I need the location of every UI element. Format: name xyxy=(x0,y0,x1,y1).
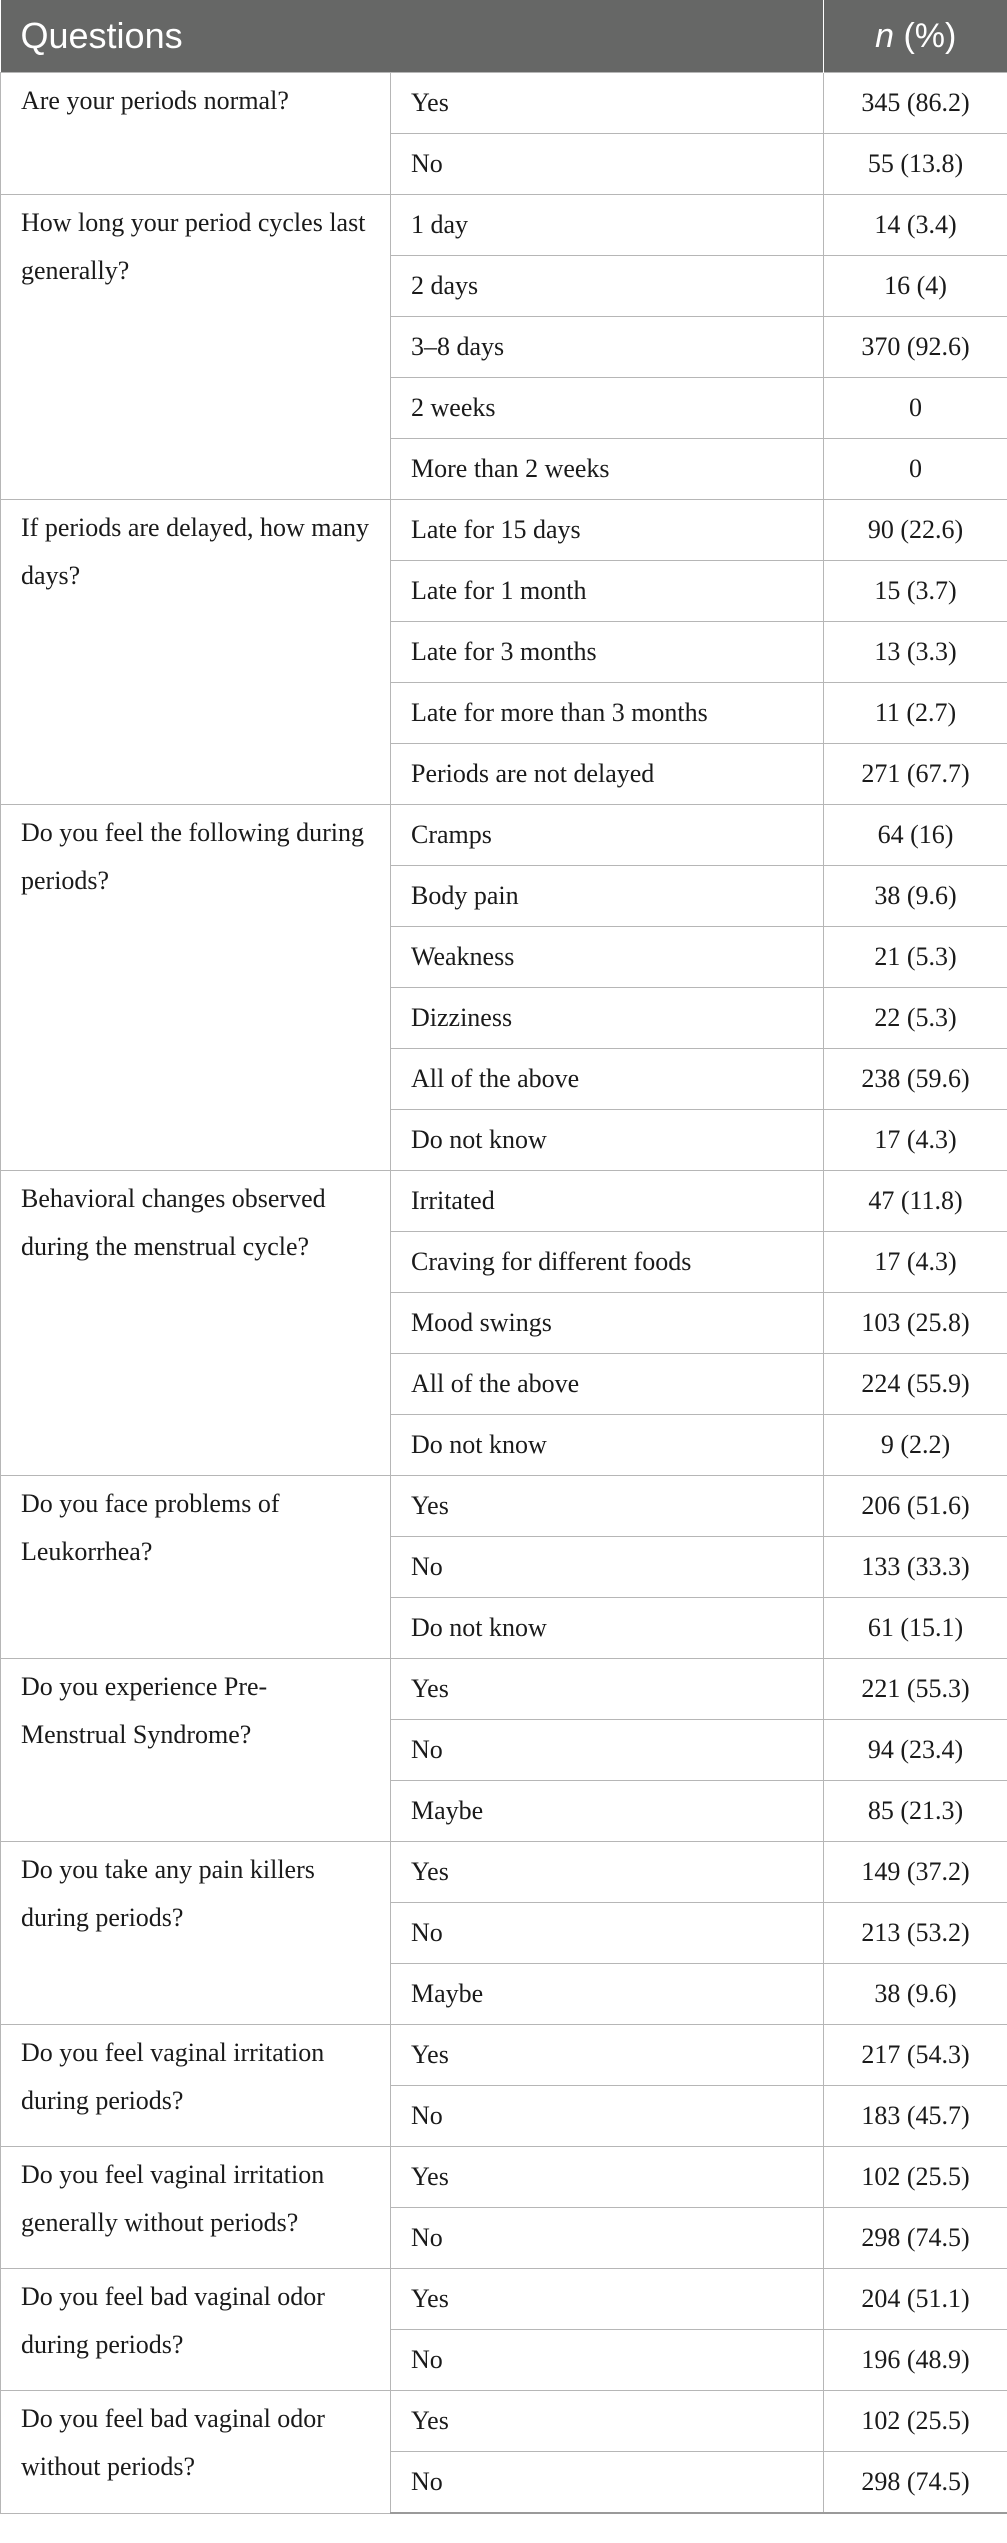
answer-cell: More than 2 weeks xyxy=(391,439,824,500)
table-row xyxy=(1,1476,1007,1537)
answer-cell: Do not know xyxy=(391,1598,824,1659)
answer-cell: 1 day xyxy=(391,195,824,256)
value-cell: 90 (22.6) xyxy=(824,500,1007,561)
value-cell: 17 (4.3) xyxy=(824,1110,1007,1171)
table-header xyxy=(1,0,1007,73)
question-cell: Do you feel bad vaginal odor during periods? xyxy=(1,2269,391,2391)
answer-cell: Do not know xyxy=(391,1415,824,1476)
value-cell: 133 (33.3) xyxy=(824,1537,1007,1598)
question-cell: If periods are delayed, how many days? xyxy=(1,500,391,805)
value-cell: 9 (2.2) xyxy=(824,1415,1007,1476)
value-cell: 38 (9.6) xyxy=(824,866,1007,927)
answer-cell: 3–8 days xyxy=(391,317,824,378)
value-cell: 55 (13.8) xyxy=(824,134,1007,195)
table-row xyxy=(1,1659,1007,1720)
table-body xyxy=(1,73,1007,2514)
value-cell: 85 (21.3) xyxy=(824,1781,1007,1842)
answer-cell: No xyxy=(391,1537,824,1598)
percent-symbol: (%) xyxy=(903,16,957,55)
value-cell: 345 (86.2) xyxy=(824,73,1007,134)
question-cell: Do you experience Pre-Menstrual Syndrome? xyxy=(1,1659,391,1842)
question-cell: Do you feel bad vaginal odor without periods? xyxy=(1,2391,391,2514)
table-row xyxy=(1,500,1007,561)
table-row xyxy=(1,195,1007,256)
value-cell: 370 (92.6) xyxy=(824,317,1007,378)
answer-cell: Yes xyxy=(391,1842,824,1903)
value-cell: 11 (2.7) xyxy=(824,683,1007,744)
value-cell: 183 (45.7) xyxy=(824,2086,1007,2147)
answer-cell: Yes xyxy=(391,2147,824,2208)
table-row xyxy=(1,2025,1007,2086)
table-row xyxy=(1,1171,1007,1232)
answer-cell: Yes xyxy=(391,1659,824,1720)
value-cell: 22 (5.3) xyxy=(824,988,1007,1049)
answer-cell: Periods are not delayed xyxy=(391,744,824,805)
header-row xyxy=(1,0,1007,73)
value-cell: 217 (54.3) xyxy=(824,2025,1007,2086)
answer-cell: Do not know xyxy=(391,1110,824,1171)
value-cell: 196 (48.9) xyxy=(824,2330,1007,2391)
answer-cell: No xyxy=(391,134,824,195)
answer-cell: Yes xyxy=(391,2025,824,2086)
answer-cell: Late for 1 month xyxy=(391,561,824,622)
answer-cell: Weakness xyxy=(391,927,824,988)
value-cell: 298 (74.5) xyxy=(824,2452,1007,2514)
question-cell: Do you feel vaginal irritation during periods? xyxy=(1,2025,391,2147)
question-cell: Do you take any pain killers during periods? xyxy=(1,1842,391,2025)
answer-cell: No xyxy=(391,1903,824,1964)
answer-cell: Late for more than 3 months xyxy=(391,683,824,744)
value-cell: 17 (4.3) xyxy=(824,1232,1007,1293)
value-cell: 64 (16) xyxy=(824,805,1007,866)
answer-cell: Yes xyxy=(391,2391,824,2452)
questions-header: Questions xyxy=(1,0,824,73)
value-cell: 102 (25.5) xyxy=(824,2391,1007,2452)
question-cell: Do you feel the following during periods? xyxy=(1,805,391,1171)
answer-cell: Cramps xyxy=(391,805,824,866)
value-cell: 16 (4) xyxy=(824,256,1007,317)
value-cell: 221 (55.3) xyxy=(824,1659,1007,1720)
answer-cell: No xyxy=(391,2208,824,2269)
answer-cell: Yes xyxy=(391,1476,824,1537)
answer-cell: No xyxy=(391,2452,824,2514)
answer-cell: All of the above xyxy=(391,1049,824,1110)
value-cell: 21 (5.3) xyxy=(824,927,1007,988)
answer-cell: 2 days xyxy=(391,256,824,317)
table-row xyxy=(1,1842,1007,1903)
question-cell: How long your period cycles last generally? xyxy=(1,195,391,500)
value-cell: 271 (67.7) xyxy=(824,744,1007,805)
value-cell: 0 xyxy=(824,439,1007,500)
question-cell: Behavioral changes observed during the menstrual cycle? xyxy=(1,1171,391,1476)
answer-cell: Craving for different foods xyxy=(391,1232,824,1293)
answer-cell: Late for 3 months xyxy=(391,622,824,683)
answer-cell: 2 weeks xyxy=(391,378,824,439)
value-cell: 61 (15.1) xyxy=(824,1598,1007,1659)
value-cell: 298 (74.5) xyxy=(824,2208,1007,2269)
answer-cell: Yes xyxy=(391,73,824,134)
value-cell: 102 (25.5) xyxy=(824,2147,1007,2208)
value-cell: 47 (11.8) xyxy=(824,1171,1007,1232)
value-cell: 15 (3.7) xyxy=(824,561,1007,622)
answer-cell: No xyxy=(391,2086,824,2147)
value-cell: 14 (3.4) xyxy=(824,195,1007,256)
answer-cell: All of the above xyxy=(391,1354,824,1415)
table-row xyxy=(1,2269,1007,2330)
answer-cell: Dizziness xyxy=(391,988,824,1049)
value-cell: 38 (9.6) xyxy=(824,1964,1007,2025)
value-cell: 213 (53.2) xyxy=(824,1903,1007,1964)
value-cell: 238 (59.6) xyxy=(824,1049,1007,1110)
question-cell: Are your periods normal? xyxy=(1,73,391,195)
table-row xyxy=(1,805,1007,866)
value-cell: 149 (37.2) xyxy=(824,1842,1007,1903)
value-cell: 103 (25.8) xyxy=(824,1293,1007,1354)
answer-cell: Mood swings xyxy=(391,1293,824,1354)
value-cell: 13 (3.3) xyxy=(824,622,1007,683)
n-symbol: n xyxy=(875,16,895,55)
answer-cell: No xyxy=(391,1720,824,1781)
answer-cell: Irritated xyxy=(391,1171,824,1232)
answer-cell: No xyxy=(391,2330,824,2391)
value-cell: 204 (51.1) xyxy=(824,2269,1007,2330)
question-cell: Do you feel vaginal irritation generally without periods? xyxy=(1,2147,391,2269)
table-row xyxy=(1,2391,1007,2452)
question-cell: Do you face problems of Leukorrhea? xyxy=(1,1476,391,1659)
value-cell: 0 xyxy=(824,378,1007,439)
answer-cell: Late for 15 days xyxy=(391,500,824,561)
answer-cell: Maybe xyxy=(391,1964,824,2025)
value-cell: 224 (55.9) xyxy=(824,1354,1007,1415)
answer-cell: Body pain xyxy=(391,866,824,927)
answer-cell: Maybe xyxy=(391,1781,824,1842)
n-percent-header xyxy=(824,0,1007,73)
table-row xyxy=(1,73,1007,134)
table-row xyxy=(1,2147,1007,2208)
value-cell: 206 (51.6) xyxy=(824,1476,1007,1537)
value-cell: 94 (23.4) xyxy=(824,1720,1007,1781)
answer-cell: Yes xyxy=(391,2269,824,2330)
